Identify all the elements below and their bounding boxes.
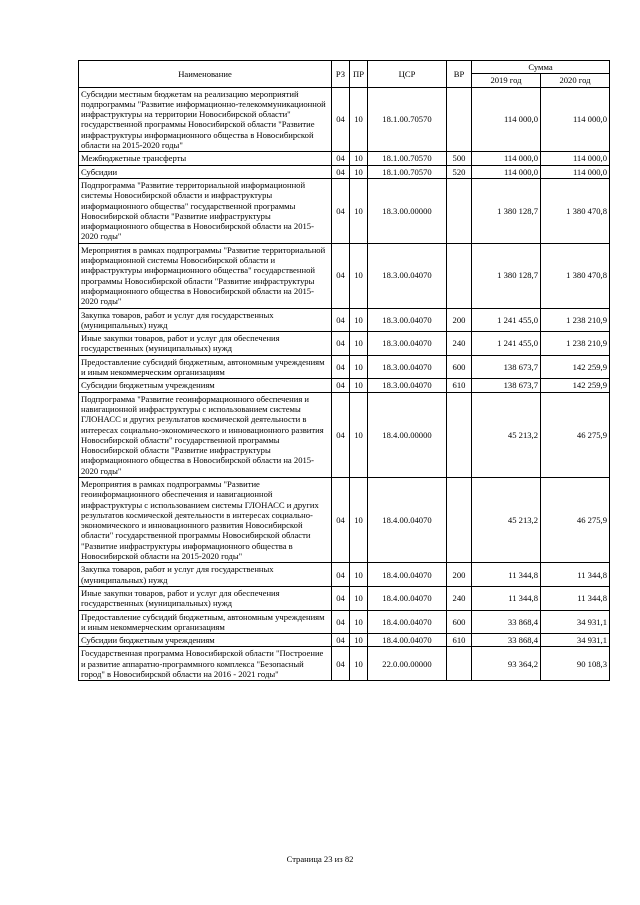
cell-csr: 18.3.00.00000	[368, 178, 447, 243]
cell-pr: 10	[350, 87, 368, 152]
cell-sum-2019: 45 213,2	[472, 477, 541, 562]
cell-name: Мероприятия в рамках подпрограммы "Развитие территориальной информационной системы Новосибирской области и инфраструктуры информационного общества" государственной программы Новосибирской области "Развитие инфраструктуры информационного общества в Новосибирской области на 2015-2020 годы"	[79, 243, 332, 308]
cell-vr: 240	[447, 332, 472, 356]
cell-pr: 10	[350, 243, 368, 308]
cell-name: Иные закупки товаров, работ и услуг для обеспечения государственных (муниципальных) нужд	[79, 586, 332, 610]
cell-sum-2020: 34 931,1	[541, 610, 610, 634]
cell-pr: 10	[350, 308, 368, 332]
cell-vr: 600	[447, 610, 472, 634]
header-vr: ВР	[447, 61, 472, 88]
cell-name: Государственная программа Новосибирской области "Построение и развитие аппаратно-программного комплекса "Безопасный город" в Новосибирской области на 2016 - 2021 годы"	[79, 647, 332, 681]
cell-sum-2019: 114 000,0	[472, 87, 541, 152]
cell-csr: 18.4.00.04070	[368, 610, 447, 634]
cell-pr: 10	[350, 165, 368, 178]
header-pr: ПР	[350, 61, 368, 88]
cell-csr: 18.4.00.04070	[368, 586, 447, 610]
cell-vr	[447, 243, 472, 308]
table-row	[79, 563, 610, 587]
cell-rz: 04	[332, 379, 350, 392]
cell-rz: 04	[332, 152, 350, 165]
header-2019: 2019 год	[472, 74, 541, 87]
cell-sum-2019: 11 344,8	[472, 563, 541, 587]
cell-sum-2019: 33 868,4	[472, 634, 541, 647]
cell-sum-2019: 114 000,0	[472, 165, 541, 178]
cell-name: Предоставление субсидий бюджетным, автономным учреждениям и иным некоммерческим организациям	[79, 355, 332, 379]
table-row	[79, 634, 610, 647]
cell-pr: 10	[350, 392, 368, 477]
cell-csr: 18.3.00.04070	[368, 308, 447, 332]
cell-csr: 18.4.00.04070	[368, 563, 447, 587]
budget-table	[78, 60, 610, 681]
cell-sum-2020: 1 380 470,8	[541, 178, 610, 243]
cell-pr: 10	[350, 332, 368, 356]
cell-csr: 18.4.00.00000	[368, 392, 447, 477]
cell-pr: 10	[350, 586, 368, 610]
cell-csr: 18.3.00.04070	[368, 332, 447, 356]
cell-sum-2020: 46 275,9	[541, 477, 610, 562]
cell-name: Мероприятия в рамках подпрограммы "Развитие геоинформационного обеспечения и навигационной инфраструктуры с использованием системы ГЛОНАСС и других результатов космической деятельности в интересах социально-экономического и инновационного развития Новосибирской области" государственной программы Новосибирской области "Развитие инфраструктуры информационного общества в Новосибирской области на 2015-2020 годы"	[79, 477, 332, 562]
cell-name: Закупка товаров, работ и услуг для государственных (муниципальных) нужд	[79, 563, 332, 587]
cell-rz: 04	[332, 634, 350, 647]
cell-vr: 500	[447, 152, 472, 165]
cell-sum-2019: 114 000,0	[472, 152, 541, 165]
cell-pr: 10	[350, 355, 368, 379]
cell-vr	[447, 87, 472, 152]
cell-sum-2020: 90 108,3	[541, 647, 610, 681]
cell-vr: 200	[447, 308, 472, 332]
cell-sum-2019: 93 364,2	[472, 647, 541, 681]
cell-vr: 610	[447, 379, 472, 392]
cell-vr	[447, 178, 472, 243]
table-row	[79, 87, 610, 152]
cell-csr: 18.1.00.70570	[368, 87, 447, 152]
cell-sum-2020: 1 380 470,8	[541, 243, 610, 308]
cell-rz: 04	[332, 308, 350, 332]
header-csr: ЦСР	[368, 61, 447, 88]
cell-csr: 18.3.00.04070	[368, 355, 447, 379]
cell-pr: 10	[350, 647, 368, 681]
cell-vr	[447, 647, 472, 681]
cell-sum-2019: 1 241 455,0	[472, 332, 541, 356]
cell-pr: 10	[350, 152, 368, 165]
cell-csr: 18.3.00.04070	[368, 379, 447, 392]
cell-sum-2020: 142 259,9	[541, 355, 610, 379]
cell-pr: 10	[350, 610, 368, 634]
cell-vr: 200	[447, 563, 472, 587]
cell-rz: 04	[332, 392, 350, 477]
cell-name: Предоставление субсидий бюджетным, автономным учреждениям и иным некоммерческим организациям	[79, 610, 332, 634]
cell-sum-2019: 138 673,7	[472, 355, 541, 379]
cell-rz: 04	[332, 355, 350, 379]
table-row	[79, 647, 610, 681]
table-row	[79, 379, 610, 392]
table-row	[79, 477, 610, 562]
cell-rz: 04	[332, 610, 350, 634]
cell-vr	[447, 392, 472, 477]
cell-sum-2020: 142 259,9	[541, 379, 610, 392]
cell-rz: 04	[332, 178, 350, 243]
cell-vr: 520	[447, 165, 472, 178]
cell-sum-2020: 11 344,8	[541, 563, 610, 587]
cell-pr: 10	[350, 178, 368, 243]
cell-name: Субсидии бюджетным учреждениям	[79, 379, 332, 392]
cell-name: Субсидии бюджетным учреждениям	[79, 634, 332, 647]
cell-rz: 04	[332, 165, 350, 178]
cell-csr: 18.4.00.04070	[368, 477, 447, 562]
table-row	[79, 392, 610, 477]
cell-sum-2020: 114 000,0	[541, 152, 610, 165]
cell-sum-2019: 1 241 455,0	[472, 308, 541, 332]
cell-sum-2019: 1 380 128,7	[472, 243, 541, 308]
cell-sum-2020: 114 000,0	[541, 165, 610, 178]
cell-name: Подпрограмма "Развитие территориальной информационной системы Новосибирской области и инфраструктуры информационного общества" государственной программы Новосибирской области "Развитие инфраструктуры информационного общества в Новосибирской области на 2015-2020 годы"	[79, 178, 332, 243]
cell-sum-2019: 138 673,7	[472, 379, 541, 392]
table-row	[79, 610, 610, 634]
cell-csr: 18.3.00.04070	[368, 243, 447, 308]
header-rz: РЗ	[332, 61, 350, 88]
cell-vr: 610	[447, 634, 472, 647]
cell-rz: 04	[332, 563, 350, 587]
cell-name: Закупка товаров, работ и услуг для государственных (муниципальных) нужд	[79, 308, 332, 332]
cell-sum-2019: 33 868,4	[472, 610, 541, 634]
cell-sum-2019: 1 380 128,7	[472, 178, 541, 243]
cell-rz: 04	[332, 87, 350, 152]
header-name: Наименование	[79, 61, 332, 88]
header-2020: 2020 год	[541, 74, 610, 87]
header-row	[79, 61, 610, 74]
table-row	[79, 586, 610, 610]
cell-vr	[447, 477, 472, 562]
cell-rz: 04	[332, 477, 350, 562]
cell-sum-2019: 11 344,8	[472, 586, 541, 610]
table-row	[79, 332, 610, 356]
cell-sum-2020: 34 931,1	[541, 634, 610, 647]
cell-csr: 18.1.00.70570	[368, 165, 447, 178]
table-row	[79, 178, 610, 243]
cell-pr: 10	[350, 634, 368, 647]
cell-name: Субсидии местным бюджетам на реализацию мероприятий подпрограммы "Развитие информационно-телекоммуникационной инфраструктуры на территории Новосибирской области" государственной программы Новосибирской области "Развитие инфраструктуры информационного общества в Новосибирской области на 2015-2020 годы"	[79, 87, 332, 152]
cell-rz: 04	[332, 586, 350, 610]
cell-sum-2019: 45 213,2	[472, 392, 541, 477]
table-row	[79, 355, 610, 379]
cell-vr: 240	[447, 586, 472, 610]
cell-name: Межбюджетные трансферты	[79, 152, 332, 165]
cell-pr: 10	[350, 563, 368, 587]
cell-rz: 04	[332, 647, 350, 681]
cell-name: Субсидии	[79, 165, 332, 178]
table-row	[79, 243, 610, 308]
cell-rz: 04	[332, 243, 350, 308]
cell-sum-2020: 1 238 210,9	[541, 332, 610, 356]
cell-csr: 18.1.00.70570	[368, 152, 447, 165]
table-row	[79, 308, 610, 332]
cell-sum-2020: 46 275,9	[541, 392, 610, 477]
cell-sum-2020: 114 000,0	[541, 87, 610, 152]
cell-vr: 600	[447, 355, 472, 379]
cell-pr: 10	[350, 379, 368, 392]
cell-rz: 04	[332, 332, 350, 356]
table-row	[79, 152, 610, 165]
header-sum: Сумма	[472, 61, 610, 74]
cell-sum-2020: 11 344,8	[541, 586, 610, 610]
page-number: Страница 23 из 82	[286, 854, 354, 864]
cell-csr: 18.4.00.04070	[368, 634, 447, 647]
cell-pr: 10	[350, 477, 368, 562]
cell-name: Иные закупки товаров, работ и услуг для обеспечения государственных (муниципальных) нужд	[79, 332, 332, 356]
cell-name: Подпрограмма "Развитие геоинформационного обеспечения и навигационной инфраструктуры с использованием системы ГЛОНАСС и других результатов космической деятельности в интересах социально-экономического и инновационного развития Новосибирской области" государственной программы Новосибирской области "Развитие инфраструктуры информационного общества в Новосибирской области на 2015-2020 годы"	[79, 392, 332, 477]
table-row	[79, 165, 610, 178]
cell-csr: 22.0.00.00000	[368, 647, 447, 681]
cell-sum-2020: 1 238 210,9	[541, 308, 610, 332]
